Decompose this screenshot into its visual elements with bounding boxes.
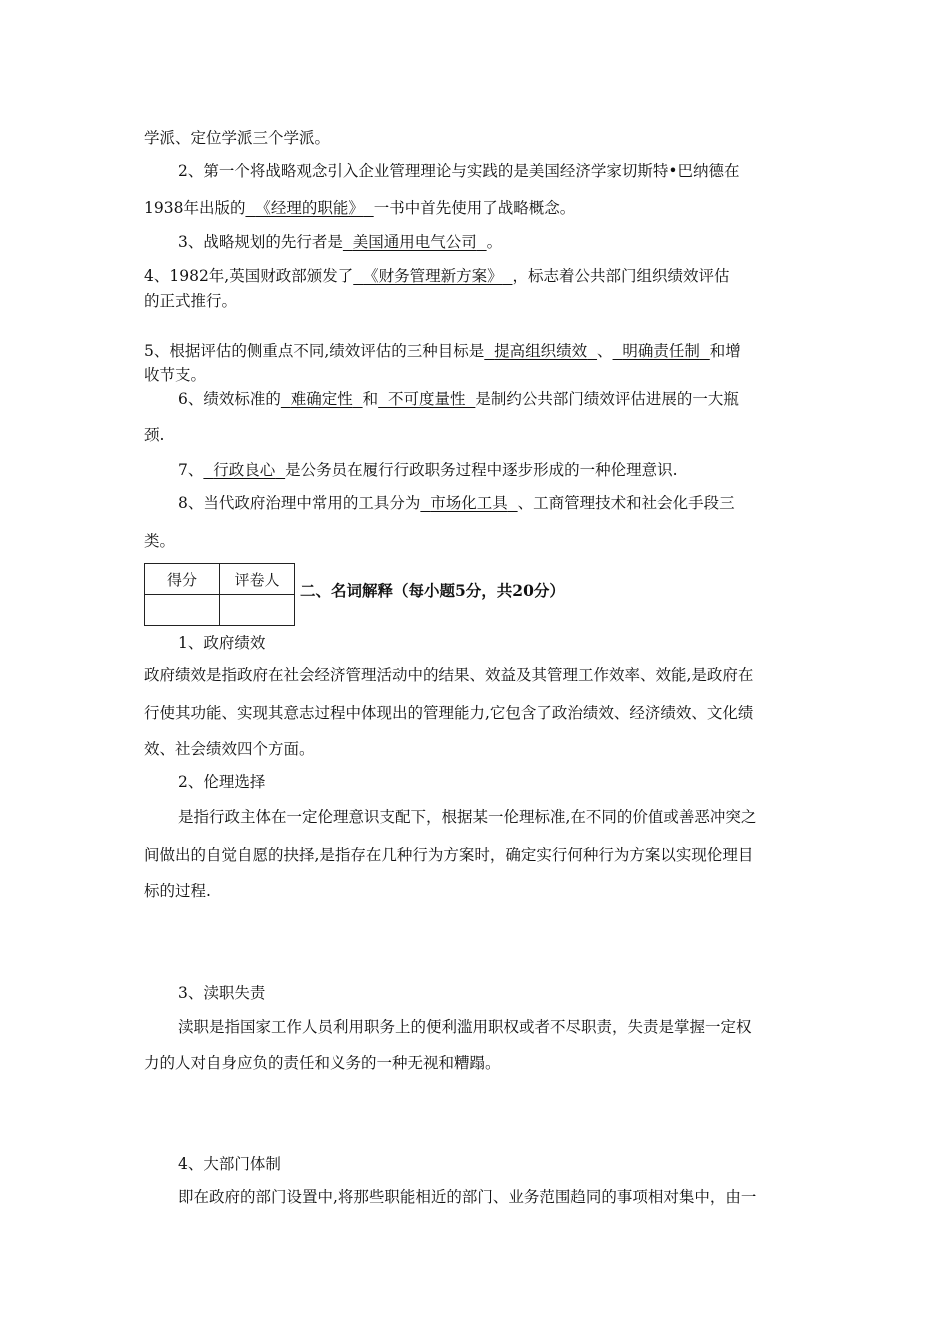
term-4-def-line-1: 即在政府的部门设置中,将那些职能相近的部门、业务范围趋同的事项相对集中，由一 <box>178 1188 757 1206</box>
term-1-title: 1、政府绩效 <box>178 634 266 652</box>
score-cell <box>145 595 220 626</box>
q6-prefix: 6、绩效标准的 <box>178 390 281 408</box>
term-2-def-line-2: 间做出的自觉自愿的抉择,是指存在几种行为方案时，确定实行何种行为方案以实现伦理目 <box>144 846 754 864</box>
question-2-line-2 <box>144 197 575 219</box>
question-4-line-1 <box>144 265 730 287</box>
q6-answer-1: 难确定性 <box>290 390 353 408</box>
term-1-def-line-1: 政府绩效是指政府在社会经济管理活动中的结果、效益及其管理工作效率、效能,是政府在 <box>144 666 754 684</box>
question-8-line-2: 类。 <box>144 532 176 550</box>
term-4-title: 4、大部门体制 <box>178 1155 281 1173</box>
question-7 <box>178 459 678 481</box>
q7-suffix: 是公务员在履行行政职务过程中逐步形成的一种伦理意识. <box>285 461 678 479</box>
q4-suffix: ，标志着公共部门组织绩效评估 <box>512 267 730 285</box>
question-3 <box>178 231 502 253</box>
q6-suffix: 是制约公共部门绩效评估进展的一大瓶 <box>475 390 739 408</box>
grader-header: 评卷人 <box>220 564 295 595</box>
q5-suffix: 和增 <box>709 342 741 360</box>
q3-answer: 美国通用电气公司 <box>352 233 477 251</box>
score-table <box>144 563 295 626</box>
question-8-line-1 <box>178 492 735 514</box>
q2-answer: 《经理的职能》 <box>255 199 364 217</box>
term-3-def-line-2: 力的人对自身应负的责任和义务的一种无视和糟蹋。 <box>144 1054 501 1072</box>
q5-answer-2: 明确责任制 <box>622 342 700 360</box>
question-6-line-2: 颈. <box>144 426 165 444</box>
q5-answer-1: 提高组织绩效 <box>494 342 588 360</box>
score-header: 得分 <box>145 564 220 595</box>
q2-prefix: 1938年出版的 <box>144 199 246 217</box>
q6-answer-2: 不可度量性 <box>387 390 466 408</box>
grader-cell <box>220 595 295 626</box>
q4-prefix: 4、1982年,英国财政部颁发了 <box>144 267 354 285</box>
q4-answer: 《财务管理新方案》 <box>363 267 503 285</box>
q3-suffix: 。 <box>486 233 503 251</box>
q6-sep: 和 <box>362 390 379 408</box>
q8-answer: 市场化工具 <box>430 494 508 512</box>
question-2-line-1: 2、第一个将战略观念引入企业管理理论与实践的是美国经济学家切斯特•巴纳德在 <box>178 162 740 180</box>
term-2-title: 2、伦理选择 <box>178 773 266 791</box>
term-1-def-line-2: 行使其功能、实现其意志过程中体现出的管理能力,它包含了政治绩效、经济绩效、文化绩 <box>144 704 754 722</box>
q8-suffix: 、工商管理技术和社会化手段三 <box>517 494 735 512</box>
term-3-title: 3、渎职失责 <box>178 984 266 1002</box>
q5-prefix: 5、根据评估的侧重点不同,绩效评估的三种目标是 <box>144 342 485 360</box>
question-4-line-2: 的正式推行。 <box>144 292 238 310</box>
question-5-line-1 <box>144 340 741 362</box>
q7-answer: 行政良心 <box>213 461 276 479</box>
q7-prefix: 7、 <box>178 461 204 479</box>
q2-suffix: 一书中首先使用了战略概念。 <box>373 199 576 217</box>
question-5-line-2: 收节支。 <box>144 366 207 384</box>
q5-sep: 、 <box>597 342 613 360</box>
section-2-title: 二、名词解释（每小题5分，共20分） <box>300 581 565 600</box>
term-1-def-line-3: 效、社会绩效四个方面。 <box>144 740 315 758</box>
q8-prefix: 8、当代政府治理中常用的工具分为 <box>178 494 421 512</box>
term-3-def-line-1: 渎职是指国家工作人员利用职务上的便利滥用职权或者不尽职责，失责是掌握一定权 <box>178 1018 752 1036</box>
term-2-def-line-1: 是指行政主体在一定伦理意识支配下，根据某一伦理标准,在不同的价值或善恶冲突之 <box>178 808 757 826</box>
question-6-line-1 <box>178 388 739 410</box>
q3-prefix: 3、战略规划的先行者是 <box>178 233 343 251</box>
term-2-def-line-3: 标的过程. <box>144 882 211 900</box>
line-p1: 学派、定位学派三个学派。 <box>144 129 331 147</box>
